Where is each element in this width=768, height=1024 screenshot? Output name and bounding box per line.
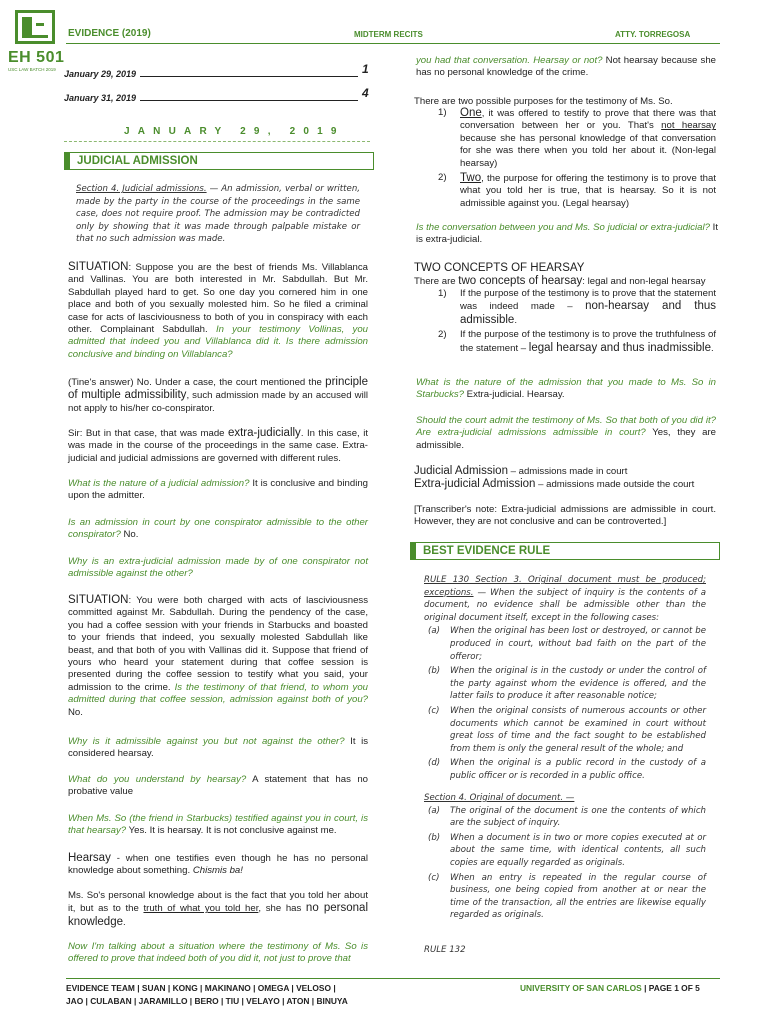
- situation-1: [68, 261, 368, 361]
- header-rule: [66, 43, 720, 44]
- qa-court: [416, 415, 716, 452]
- section-heading-best-evidence: [410, 542, 720, 560]
- eh501-logo: [8, 6, 64, 78]
- rule-item: [424, 832, 706, 870]
- question: What do you understand by hearsay?: [68, 774, 247, 785]
- term: Judicial Admission: [414, 465, 508, 477]
- item-text: If the purpose of the testimony is to prove the truthfulness of the statement –: [460, 329, 716, 354]
- rule-item: [424, 665, 706, 703]
- rule-item: [424, 757, 706, 782]
- answer: No.: [120, 529, 139, 541]
- footer-page-info: [520, 982, 700, 995]
- purposes-list: [416, 107, 716, 212]
- item-letter: (d): [428, 758, 441, 769]
- term: Extra-judicial Admission: [414, 478, 536, 490]
- question: When Ms. So (the friend in Starbucks) testified against you in court, is that hearsay?: [68, 813, 368, 837]
- item-text: When the original consists of numerous accounts or other documents which cannot be examined in court without great loss of time and the fact sought to be established from them is only the general result of the whole; and: [450, 705, 706, 754]
- text: Ms. So's personal knowledge about is the fact that you told her about it, but as to the: [68, 890, 368, 915]
- item-letter: (c): [428, 872, 440, 883]
- situation-2: [68, 594, 368, 719]
- rule-item: [424, 705, 706, 755]
- item-letter: (a): [428, 805, 440, 816]
- section-4-items: [424, 805, 706, 922]
- answer-text: , such admission made by an accused will not apply to his/her co-conspirator.: [68, 390, 368, 414]
- qa-1: [68, 478, 368, 503]
- situation-label: SITUATION: [68, 594, 129, 606]
- transcriber-note: [Transcriber's note: Extra-judicial admissions are admissible in court. However, they are not conclusive and can be controverted.]: [414, 504, 716, 528]
- purposes-intro: There are two possible purposes for the testimony of Ms. So.: [414, 96, 673, 107]
- answer: A statement that has no probative value: [68, 774, 368, 798]
- toc-page: 4: [362, 86, 369, 100]
- date-divider: [64, 141, 370, 142]
- two-concepts-heading: TWO CONCEPTS OF HEARSAY: [414, 262, 585, 274]
- toc-entry[interactable]: [64, 62, 369, 81]
- situation-text: : You were both charged with acts of lasciviousness committed against Mr. Sabdullah. During the pendency of the case, you had a coffee session with your friends in Starbucks and boasted to your friends that indeed, you sexually molested Sabdullah like beast, and that both of you with Vallinas did it. Suppose that friend of yours who heard your statement during that coffee session is presented during the coffee session to testify what you said, your admission to the crime.: [68, 595, 368, 693]
- item-number: 2): [438, 329, 447, 341]
- concept-item: [416, 329, 716, 355]
- item-lead: One: [460, 107, 482, 119]
- item-emphasis: non-hearsay and thus admissible: [460, 300, 716, 326]
- two-concepts-list: [416, 288, 716, 357]
- question: What is the nature of a judicial admission?: [68, 478, 250, 489]
- answer-emphasis: principle of multiple admissibility: [68, 376, 368, 402]
- qa-5: [68, 774, 368, 799]
- item-letter: (a): [428, 626, 440, 637]
- hearsay-definition: [68, 852, 368, 878]
- item-text: .: [711, 342, 714, 354]
- footer-team-line-1: EVIDENCE TEAM | SUAN | KONG | MAKINANO | OMEGA | VELOSO |: [66, 983, 336, 993]
- item-number: 2): [438, 172, 447, 184]
- definition: - when one testifies even though he has no personal knowledge about something.: [68, 853, 368, 877]
- rule-130-sec-4: [424, 792, 706, 924]
- answer: Yes, they are admissible.: [416, 427, 716, 451]
- answer-emphasis: extra-judicially: [227, 427, 301, 439]
- qa-nature: [416, 377, 716, 402]
- answer-text: . In this case, it was made in the course of the proceedings in the same case. Extra-judicial and judicial admissions are governed with different rules.: [68, 428, 368, 464]
- item-number: 1): [438, 288, 447, 299]
- answer: It is conclusive and binding upon the admitter.: [68, 478, 368, 502]
- answer-text: (Tine's answer) No. Under a case, the court mentioned the: [68, 377, 326, 388]
- qa-3: [68, 556, 368, 581]
- qa-4: [68, 736, 368, 761]
- personal-knowledge-note: [68, 890, 368, 929]
- answer: It is considered hearsay.: [68, 736, 368, 760]
- two-concepts-intro: [414, 275, 716, 288]
- tine-answer: [68, 376, 368, 415]
- toc-entry[interactable]: [64, 86, 369, 105]
- situation-answer: No.: [68, 706, 83, 718]
- now-question: [68, 941, 368, 966]
- item-text: When the original is in the custody or under the control of the party against whom the evidence is offered, and the latter fails to produce it after reasonable notice;: [450, 666, 706, 702]
- definition: – admissions made in court: [507, 466, 628, 477]
- judicial-admission-def: [414, 465, 716, 478]
- rule-132-heading: RULE 132: [424, 945, 466, 955]
- underlined-text: truth of what you told her: [143, 903, 259, 915]
- text: .: [122, 916, 126, 928]
- item-letter: (b): [428, 832, 441, 843]
- text: : legal and non-legal hearsay: [582, 276, 706, 287]
- footer-university: UNIVERSITY OF SAN CARLOS: [520, 983, 642, 993]
- item-emphasis: not hearsay: [661, 120, 717, 132]
- section-heading-label: JUDICIAL ADMISSION: [77, 155, 198, 167]
- question: Why is it admissible against you but not against the other?: [68, 736, 345, 747]
- question: What is the nature of the admission that you made to Ms. So in Starbucks?: [416, 377, 716, 401]
- item-text: The original of the document is one the contents of which are the subject of inquiry.: [450, 805, 706, 829]
- question: Is an admission in court by one conspirator admissible to the other conspirator?: [68, 517, 368, 541]
- concept-item: [416, 288, 716, 327]
- header-title: MIDTERM RECITS: [354, 30, 423, 39]
- situation-text: : Suppose you are the best of friends Ms. Villablanca and Vallinas. You are both interested in Mr. Sabdullah. But Mr. Sabdullah played hard to get. So one day you cornered him in one place and both of you sexually molested him. So he filed a criminal case for acts of lasciviousness to both of you in conspiracy with each other. Complainant Sabdullah.: [68, 262, 368, 336]
- extra-judicial-admission-def: [414, 478, 716, 491]
- rule-item: [424, 872, 706, 922]
- section-heading-judicial-admission: [64, 152, 374, 170]
- item-text: If the purpose of the testimony is to prove that the statement was indeed made –: [460, 288, 716, 313]
- rule-130-items: [424, 625, 706, 782]
- emphasis: no personal knowledge: [68, 902, 368, 928]
- text: There are: [414, 276, 459, 287]
- answer: Extra-judicial. Hearsay.: [464, 389, 565, 401]
- item-text: because she has personal knowledge of that conversation for she was there when you told her about it. (Non-legal hearsay): [460, 132, 716, 169]
- qa-judicial: [416, 222, 718, 247]
- item-number: 1): [438, 107, 447, 118]
- purpose-item: [416, 107, 716, 170]
- rule-title: RULE 130 Section 3. Original document must be produced; exceptions.: [424, 575, 706, 598]
- question: Why is an extra-judicial admission made by of one conspirator not admissible against the other?: [68, 556, 368, 580]
- qa-2: [68, 517, 368, 542]
- rule-130-sec-3: [424, 574, 706, 785]
- item-emphasis: legal hearsay and thus inadmissible: [528, 341, 711, 354]
- situation-label: SITUATION: [68, 261, 129, 273]
- item-text: When an entry is repeated in the regular course of business, one being copied from another at or near the time of the transaction, all the entries are likewise equally regarded as originals.: [450, 872, 706, 921]
- rule-item: [424, 625, 706, 663]
- question: you had that conversation. Hearsay or not?: [416, 55, 603, 66]
- emphasis: two concepts of hearsay: [458, 275, 583, 287]
- quote-title: Section 4. Judicial admissions.: [76, 184, 207, 194]
- sir-answer: [68, 427, 368, 465]
- quote-body: — An admission, verbal or written, made by the party in the course of the proceedings in the same case, does not require proof. The admission may be contradicted only by showing that it was made through palpable mistake or that no such admission was made.: [76, 184, 360, 245]
- answer: Yes. It is hearsay. It is not conclusive against me.: [126, 825, 337, 837]
- item-text: When the original has been lost or destroyed, or cannot be produced in court, without bad faith on the part of the offeror;: [450, 626, 706, 662]
- footer-page-number: | PAGE 1 OF 5: [641, 983, 700, 993]
- item-text: , the purpose for offering the testimony is to prove that what you told her is true, that is hearsay. So it is not admissible against you. (Legal hearsay): [460, 173, 716, 209]
- header-professor: ATTY. TORREGOSA: [615, 30, 691, 39]
- answer-text: Sir: But in that case, that was made: [68, 428, 228, 439]
- toc-date: January 31, 2019: [64, 93, 137, 103]
- situation-question: Is the testimony of that friend, to whom you admitted during that coffee session, admission against both of you?: [68, 681, 369, 706]
- logo-emblem-icon: [15, 10, 55, 44]
- question: Now I'm talking about a situation where the testimony of Ms. So is offered to prove that indeed both of you did it, not just to prove that: [68, 941, 368, 965]
- item-text: When the original is a public record in the custody of a public officer or is recorded in a public office.: [450, 758, 706, 781]
- rule-item: [424, 805, 706, 830]
- answer: It is extra-judicial.: [416, 222, 718, 246]
- text: , she has: [258, 903, 306, 915]
- rule-body: — When the subject of inquiry is the contents of a document, no evidence shall be admissible other than the original document itself, except in the following cases:: [424, 587, 706, 623]
- item-lead: Two: [460, 172, 482, 185]
- answer: Not hearsay because she has no personal knowledge of the crime.: [416, 55, 716, 79]
- toc-date: January 29, 2019: [64, 69, 137, 79]
- logo-subtitle: USC LAW BATCH 2019: [8, 67, 56, 72]
- toc-page: 1: [362, 62, 369, 76]
- purpose-item: [416, 172, 716, 210]
- item-letter: (c): [428, 705, 440, 716]
- question: Is the conversation between you and Ms. So judicial or extra-judicial?: [416, 222, 710, 233]
- section-4-quote: [76, 183, 360, 246]
- footer-rule: [66, 978, 720, 979]
- item-letter: (b): [428, 666, 441, 677]
- item-text: , it was offered to testify to prove that there was that conversation between her or you. That's: [460, 108, 716, 132]
- footer-team-line-2: JAO | CULABAN | JARAMILLO | BERO | TIU | VELAYO | ATON | BINUYA: [66, 996, 348, 1006]
- date-heading: JANUARY 29, 2019: [124, 126, 345, 137]
- term: Hearsay: [68, 852, 111, 864]
- question: Should the court admit the testimony of Ms. So that both of you did it? Are extra-judicial admissions admissible in court?: [416, 415, 716, 439]
- logo-text: EH 501: [8, 49, 65, 66]
- qa-6: [68, 813, 368, 838]
- header-course: EVIDENCE (2019): [68, 28, 151, 39]
- item-text: .: [514, 314, 517, 326]
- cont-question: [416, 55, 716, 80]
- situation-question: In your testimony Vollinas, you admitted that indeed you and Villablanca did it. Is there admission conclusive and binding on Villablanca?: [68, 324, 368, 360]
- rule-title: Section 4. Original of document. —: [424, 793, 575, 803]
- section-heading-label: BEST EVIDENCE RULE: [423, 545, 551, 557]
- item-text: When a document is in two or more copies executed at or about the same time, with identical contents, all such copies are equally regarded as originals.: [450, 832, 706, 868]
- definition: – admissions made outside the court: [535, 479, 695, 490]
- remark: Chismis ba!: [192, 865, 243, 877]
